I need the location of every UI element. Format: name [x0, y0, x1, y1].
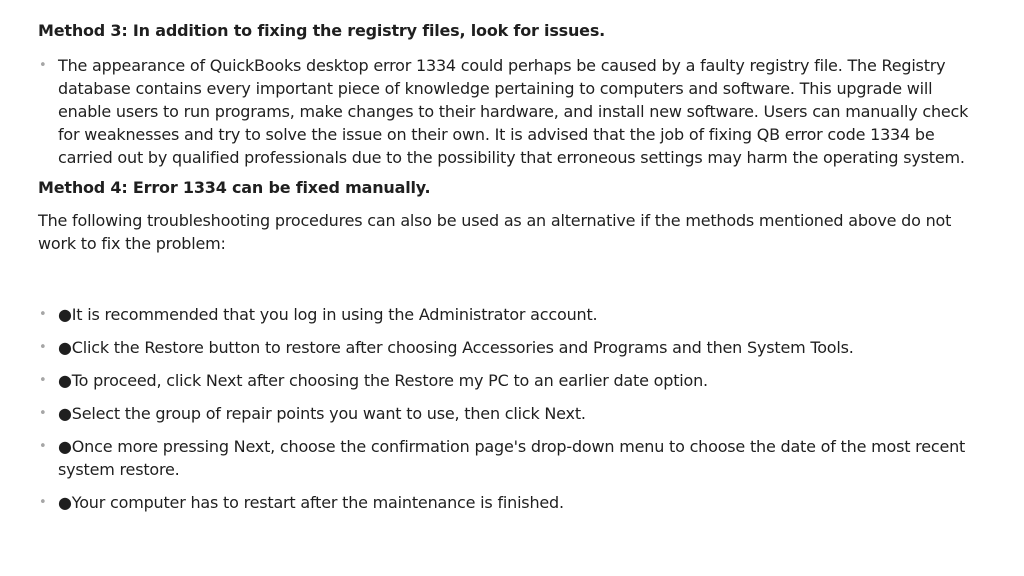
step-text: ●Once more pressing Next, choose the confirmation page's drop-down menu to choose the date of the most recent system restore. — [58, 437, 966, 479]
list-item — [38, 491, 986, 514]
bullet-marker: • — [39, 439, 47, 454]
bullet-marker: • — [39, 307, 47, 322]
method-4-steps — [38, 303, 986, 514]
slide-content — [38, 20, 986, 524]
bullet-marker: • — [39, 406, 47, 421]
step-text: ●To proceed, click Next after choosing the Restore my PC to an earlier date option. — [58, 371, 708, 390]
method-3-bullets — [38, 54, 986, 169]
step-text: ●Click the Restore button to restore after choosing Accessories and Programs and then System Tools. — [58, 338, 854, 357]
method-3-bullet-text: The appearance of QuickBooks desktop error 1334 could perhaps be caused by a faulty registry file. The Registry database contains every important piece of knowledge pertaining to computers and software. This upgrade will enable users to run programs, make changes to their hardware, and install new software. Users can manually check for weaknesses and try to solve the issue on their own. It is advised that the job of fixing QB error code 1334 be carried out by qualified professionals due to the possibility that erroneous settings may harm the operating system. — [58, 56, 969, 167]
list-item — [38, 369, 986, 392]
step-text: ●Select the group of repair points you want to use, then click Next. — [58, 404, 586, 423]
method-3-heading: Method 3: In addition to fixing the registry files, look for issues. — [38, 21, 606, 40]
list-item — [38, 402, 986, 425]
bullet-marker: • — [39, 340, 47, 355]
list-item — [38, 303, 986, 326]
bullet-marker: • — [39, 58, 47, 73]
bullet-marker: • — [39, 373, 47, 388]
step-text: ●It is recommended that you log in using the Administrator account. — [58, 305, 598, 324]
step-text: ●Your computer has to restart after the maintenance is finished. — [58, 493, 564, 512]
list-item — [38, 54, 986, 169]
method-4-heading: Method 4: Error 1334 can be fixed manually. — [38, 178, 431, 197]
list-item — [38, 435, 986, 481]
method-4-intro: The following troubleshooting procedures can also be used as an alternative if the methods mentioned above do not work to fix the problem: — [38, 211, 952, 253]
list-item — [38, 336, 986, 359]
bullet-marker: • — [39, 495, 47, 510]
